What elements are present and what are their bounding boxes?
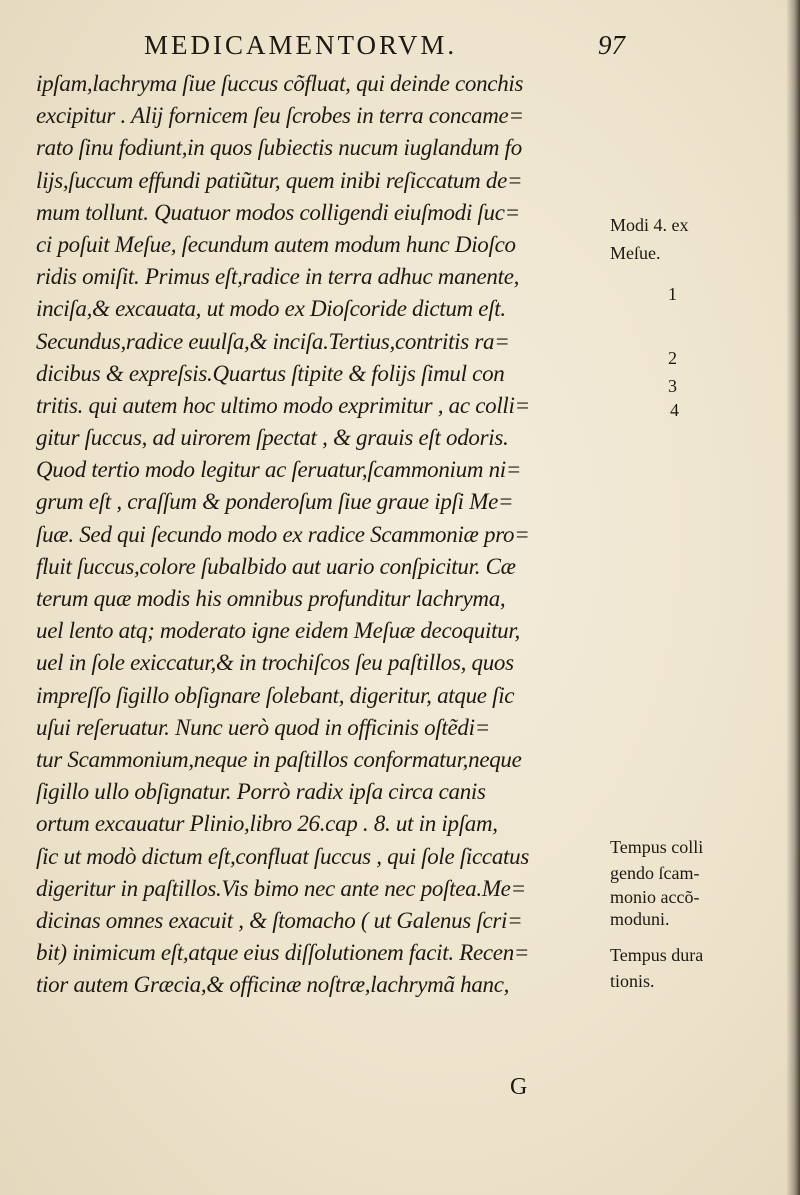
text-line: ſigillo ullo obſignatur. Porrò radix ipſa circa canis bbox=[36, 779, 486, 805]
margin-number-2: 2 bbox=[668, 348, 677, 368]
margin-note-tempus-colligendo: Tempus colli bbox=[610, 837, 704, 857]
text-line: ci poſuit Meſue, ſecundum autem modum hunc Dioſco bbox=[36, 231, 516, 257]
text-line: grum eſt , craſſum & ponderoſum ſiue graue ipſi Me= bbox=[36, 489, 514, 515]
text-line: tritis. qui autem hoc ultimo modo exprimitur , ac colli= bbox=[36, 392, 530, 418]
margin-note-tempus-colligendo-2: gendo ſcam- bbox=[610, 863, 700, 883]
margin-note-tempus-colligendo-3: monio accõ- bbox=[610, 887, 700, 907]
margin-note-tempus-colligendo-4: moduni. bbox=[610, 909, 670, 929]
margin-note-modi: Modi 4. ex bbox=[610, 215, 689, 235]
text-line: ſic ut modò dictum eſt,confluat ſuccus , qui ſole ſiccatus bbox=[36, 843, 529, 869]
text-line: tur Scammonium,neque in paſtillos conformatur,neque bbox=[36, 746, 522, 772]
text-line: fluit ſuccus,colore ſubalbido aut uario conſpicitur. Cæ bbox=[36, 553, 516, 579]
text-line: dicinas omnes exacuit , & ſtomacho ( ut Galenus ſcri= bbox=[36, 907, 523, 933]
running-head: MEDICAMENTORVM. bbox=[144, 30, 458, 60]
text-line: gitur ſuccus, ad uirorem ſpectat , & grauis eſt odoris. bbox=[36, 425, 509, 451]
text-line: impreſſo ſigillo obſignare ſolebant, digeritur, atque ſic bbox=[36, 682, 515, 708]
text-line: bit) inimicum eſt,atque eius diſſolutionem facit. Recen= bbox=[36, 940, 530, 966]
text-line: excipitur . Alij fornicem ſeu ſcrobes in terra concame= bbox=[36, 103, 524, 129]
margin-note-tempus-durationis: Tempus dura bbox=[610, 945, 704, 965]
page-number: 97 bbox=[598, 30, 625, 60]
text-line: Quod tertio modo legitur ac ſeruatur,ſcammonium ni= bbox=[36, 457, 522, 483]
text-line: lijs,ſuccum effundi patiũtur, quem inibi reſiccatum de= bbox=[36, 167, 523, 193]
margin-number-4: 4 bbox=[670, 400, 679, 420]
text-line: dicibus & expreſsis.Quartus ſtipite & folijs ſimul con bbox=[36, 360, 505, 386]
margin-notes bbox=[610, 0, 790, 1195]
text-line: Secundus,radice euulſa,& inciſa.Tertius,contritis ra= bbox=[36, 328, 510, 354]
margin-number-3: 3 bbox=[668, 376, 677, 396]
text-line: digeritur in paſtillos.Vis bimo nec ante nec poſtea.Me= bbox=[36, 875, 526, 901]
text-line: rato ſinu fodiunt,in quos ſubiectis nucum iuglandum fo bbox=[36, 135, 522, 161]
text-line: ridis omiſit. Primus eſt,radice in terra adhuc manente, bbox=[36, 264, 520, 290]
text-line: ſuæ. Sed qui ſecundo modo ex radice Scammoniæ pro= bbox=[36, 521, 530, 547]
text-line: mum tollunt. Quatuor modos colligendi eiuſmodi ſuc= bbox=[36, 199, 520, 225]
text-line: uel in ſole exiccatur,& in trochiſcos ſeu paſtillos, quos bbox=[36, 650, 514, 676]
signature-mark: G bbox=[510, 1074, 528, 1100]
text-line: ipſam,lachryma ſiue ſuccus cõfluat, qui deinde conchis bbox=[36, 71, 524, 96]
margin-number-1: 1 bbox=[668, 284, 677, 304]
margin-note-modi-source: Meſue. bbox=[610, 243, 661, 263]
text-line: tior autem Græcia,& officinæ noſtræ,lachrymã hanc, bbox=[36, 972, 510, 998]
text-line: uſui reſeruatur. Nunc uerò quod in officinis oſtẽdi= bbox=[36, 714, 490, 740]
text-line: uel lento atq; moderato igne eidem Meſuæ decoquitur, bbox=[36, 618, 520, 644]
main-text-block bbox=[36, 68, 608, 1001]
text-line: inciſa,& excauata, ut modo ex Dioſcoride dictum eſt. bbox=[36, 296, 506, 322]
text-line: ortum excauatur Plinio,libro 26.cap . 8. ut in ipſam, bbox=[36, 811, 498, 837]
margin-note-tempus-durationis-2: tionis. bbox=[610, 971, 655, 991]
text-line: terum quæ modis his omnibus profunditur lachryma, bbox=[36, 586, 506, 611]
